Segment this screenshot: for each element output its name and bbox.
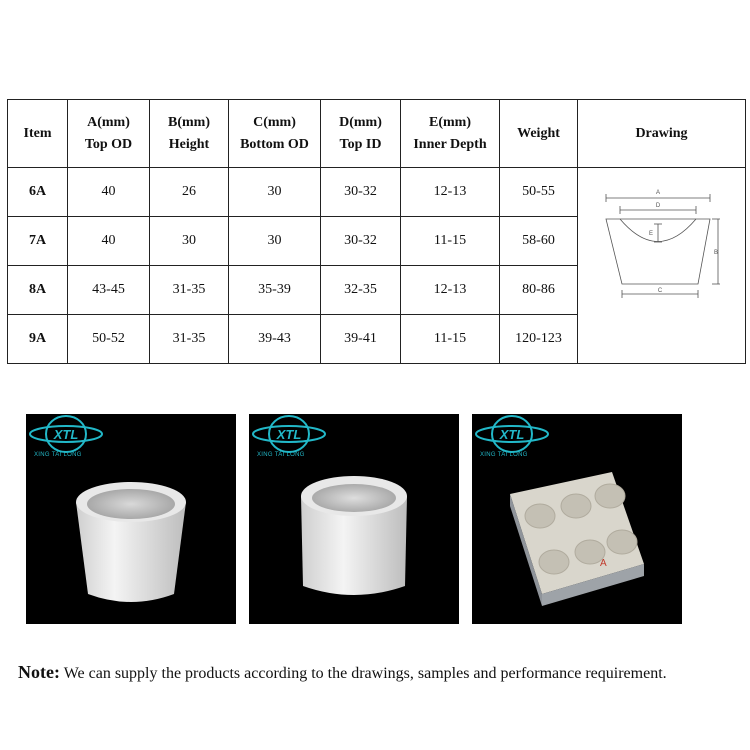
cell-weight: 58-60 [500,217,578,266]
xtl-logo [249,414,329,466]
header-d: D(mm) Top ID [321,100,401,168]
cell-item: 6A [8,168,68,217]
cell-c: 30 [229,168,321,217]
xtl-logo [472,414,552,466]
photo-cylindrical-crucible [249,414,459,624]
brand-text: XING TAI LONG [480,452,528,458]
xtl-logo [26,414,106,466]
drawing-cell [578,168,746,364]
cell-item: 8A [8,266,68,315]
cell-d: 30-32 [321,168,401,217]
header-a: A(mm) Top OD [68,100,150,168]
spec-table [7,99,746,364]
header-weight: Weight [500,100,578,168]
cell-e: 11-15 [401,217,500,266]
block-mark: A [600,558,607,569]
cell-c: 30 [229,217,321,266]
cell-weight: 50-55 [500,168,578,217]
note-label: Note: [18,662,60,682]
header-c: C(mm) Bottom OD [229,100,321,168]
crucible-drawing [600,174,720,304]
cell-item: 7A [8,217,68,266]
svg-text:XTL: XTL [276,427,302,442]
drawing-label-b: B [713,250,719,256]
svg-text:XTL: XTL [53,427,79,442]
brand-text: XING TAI LONG [257,452,305,458]
table-header-row [8,100,746,168]
photo-tapered-crucible [26,414,236,624]
cell-e: 12-13 [401,266,500,315]
cell-c: 39-43 [229,315,321,364]
photo-six-cavity-block [472,414,682,624]
cell-b: 31-35 [150,266,229,315]
cell-a: 50-52 [68,315,150,364]
cell-b: 30 [150,217,229,266]
header-b: B(mm) Height [150,100,229,168]
cell-e: 12-13 [401,168,500,217]
header-e: E(mm) Inner Depth [401,100,500,168]
cell-d: 30-32 [321,217,401,266]
drawing-label-c: C [657,288,663,294]
cell-weight: 80-86 [500,266,578,315]
header-item: Item [8,100,68,168]
cell-e: 11-15 [401,315,500,364]
drawing-label-d: D [655,203,661,209]
cell-d: 32-35 [321,266,401,315]
cell-weight: 120-123 [500,315,578,364]
table-row [8,168,746,217]
cell-b: 31-35 [150,315,229,364]
svg-text:XTL: XTL [499,427,525,442]
cell-item: 9A [8,315,68,364]
cell-b: 26 [150,168,229,217]
header-drawing: Drawing [578,100,746,168]
note-text [18,662,667,683]
cell-a: 40 [68,168,150,217]
brand-text: XING TAI LONG [34,452,82,458]
cell-a: 40 [68,217,150,266]
cell-d: 39-41 [321,315,401,364]
cell-a: 43-45 [68,266,150,315]
drawing-label-a: A [655,190,661,196]
cell-c: 35-39 [229,266,321,315]
drawing-label-e: E [648,231,654,237]
note-body: We can supply the products according to the drawings, samples and performance requirement. [59,665,667,682]
